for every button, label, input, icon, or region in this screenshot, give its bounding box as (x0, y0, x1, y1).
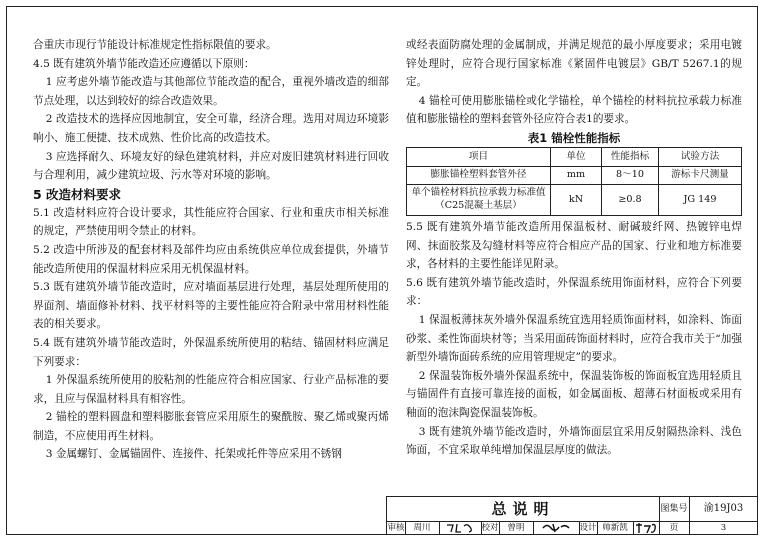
table-header-cell: 项目 (407, 147, 551, 167)
paragraph: 3 既有建筑外墙节能改造时，外墙饰面层宜采用反射隔热涂料、浅色饰面，不宜采取单纯增加保温层厚度的做法。 (406, 425, 742, 457)
signature-mark (439, 521, 481, 535)
left-column (33, 36, 389, 464)
paragraph: 2 保温装饰板外墙外保温系统中，保温装饰板的饰面板宜选用轻质且与锚固件有直接可靠连接的面板，如金属面板、超薄石材面板或采用有釉面的泡沫陶瓷保温装饰板。 (406, 369, 742, 419)
signature-mark (533, 521, 579, 535)
paragraph: 1 保温板薄抹灰外墙外保温系统宜选用轻质饰面材料，如涂料、饰面砂浆、柔性饰面块材等；当采用面砖饰面材料时，应符合我市关于“加强新型外墙饰面砖系统的应用管理规定”的要求。 (406, 313, 742, 364)
paragraph: 5.5 既有建筑外墙节能改造所用保温板材、耐碱玻纤网、热镀锌电焊网、抹面胶浆及勾缝材料等应符合相应产品的国家、行业和地方标准要求，各材料的主要性能详见附录。 (406, 220, 742, 271)
page-label: 页 (659, 521, 690, 535)
table-cell: 膨胀锚栓塑料套管外径 (407, 167, 551, 185)
right-bottom-text (406, 218, 742, 460)
reviewer-signature (439, 521, 482, 535)
paragraph: 1 应考虑外墙节能改造与其他部位节能改造的配合，重视外墙改造的细部节点处理，以达到较好的综合改造效果。 (33, 76, 389, 107)
table-row (407, 167, 742, 185)
paragraph: 3 应选择耐久、环境友好的绿色建筑材料，并应对废旧建筑材料进行回收与合理利用，减少建筑垃圾、污水等对环境的影响。 (33, 150, 389, 182)
designer-label: 设计 (579, 523, 597, 533)
paragraph: 5.2 改造中所涉及的配套材料及部件均应由系统供应单位成套提供，外墙节能改造所使用的保温材料应采用无机保温材料。 (33, 243, 389, 275)
designer-signature (633, 521, 660, 535)
paragraph: 5.4 既有建筑外墙节能改造时，外保温系统所使用的粘结、锚固材料应满足下列要求： (33, 336, 389, 368)
anchor-performance-table (406, 147, 742, 216)
table-cell: JG 149 (659, 184, 742, 215)
table-cell: mm (551, 167, 602, 185)
atlas-number-label: 图集号 (659, 497, 690, 521)
reviewer-label: 审核 (387, 523, 405, 533)
paragraph: 5.1 改造材料应符合设计要求，其性能应符合国家、行业和重庆市相关标准的规定，严禁使用明令禁止的材料。 (33, 206, 389, 238)
table-header-cell: 试验方法 (659, 147, 742, 167)
table-caption: 表1 锚栓性能指标 (527, 130, 621, 145)
reviewer-name: 周川 (405, 521, 440, 535)
table-header-cell: 性能指标 (602, 147, 659, 167)
checker-signature (533, 521, 580, 535)
paragraph: 或经表面防腐处理的金属制成，并满足规范的最小厚度要求；采用电镀锌处理时，应符合现行国家标准《紧固件电镀层》GB/T 5267.1的规定。 (406, 39, 742, 89)
table-cell: kN (551, 184, 602, 215)
page-number: 3 (720, 523, 727, 533)
table-header-cell: 单位 (551, 147, 602, 167)
table-cell: ≥0.8 (602, 184, 659, 215)
atlas-number: 渝19J03 (703, 503, 744, 514)
checker-label: 校对 (481, 523, 499, 533)
right-top-text (406, 36, 742, 129)
table-header-row (407, 147, 742, 167)
paragraph: 3 金属螺钉、金属锚固件、连接件、托架或托件等应采用不锈钢 (45, 448, 342, 461)
paragraph: 2 锚栓的塑料圆盘和塑料膨胀套管应采用原生的聚酰胺、聚乙烯或聚丙烯制造，不应使用再生材料。 (33, 411, 389, 442)
paragraph: 1 外保温系统所使用的胶粘剂的性能应符合相应国家、行业产品标准的要求，且应与保温材料具有相容性。 (33, 374, 389, 405)
table-cell: 游标卡尺测量 (659, 167, 742, 185)
table-row (407, 184, 742, 215)
right-column (406, 36, 742, 460)
paragraph: 4 锚栓可使用膨胀锚栓或化学锚栓，单个锚栓的材料抗拉承载力标准值和膨胀锚栓的塑料套管外径应符合表1的要求。 (406, 94, 742, 126)
designer-name: 帅新凯 (597, 521, 634, 535)
paragraph: 合重庆市现行节能设计标准规定性指标限值的要求。 (33, 39, 277, 51)
paragraph: 2 改造技术的选择应因地制宜，安全可靠，经济合理。选用对周边环境影响小、施工便捷、技术成熟、性价比高的改造技术。 (33, 113, 389, 144)
checker-name: 曾明 (499, 521, 534, 535)
title-block (386, 496, 758, 535)
table-cell: 单个锚栓材料抗拉承载力标准值 （C25混凝土基层） (407, 184, 551, 215)
paragraph: 5.6 既有建筑外墙节能改造时，外保温系统用饰面材料，应符合下列要求： (406, 276, 742, 308)
paragraph: 5.3 既有建筑外墙节能改造时，应对墙面基层进行处理，基层处理所使用的界面剂、墙面修补材料、找平材料等的主要性能应符合附录中常用材料性能表的相关要求。 (33, 281, 389, 331)
section-heading: 5 改造材料要求 (33, 186, 122, 202)
signature-mark (633, 521, 659, 535)
paragraph: 4.5 既有建筑外墙节能改造还应遵循以下原则： (33, 57, 255, 70)
drawing-title: 总说明 (387, 497, 660, 521)
table-cell: 8～10 (602, 167, 659, 185)
